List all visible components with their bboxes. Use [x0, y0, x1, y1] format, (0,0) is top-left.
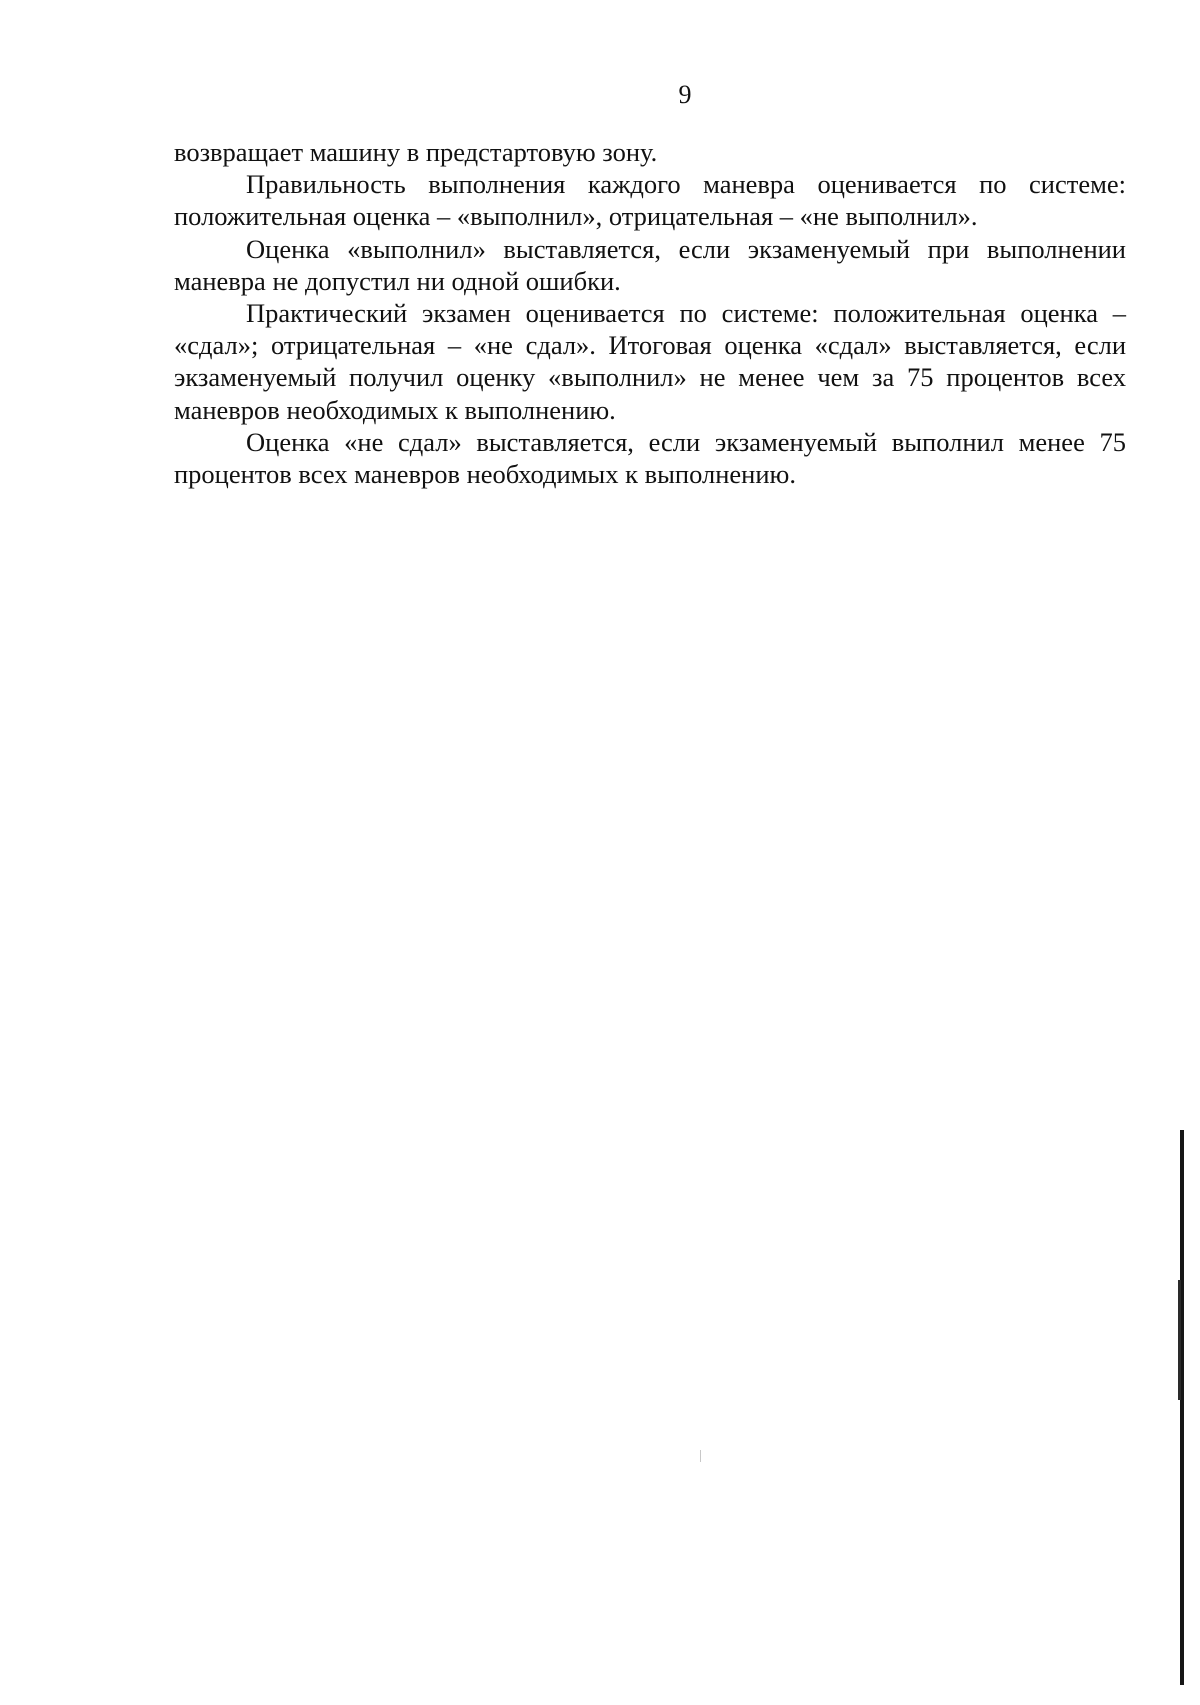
- scan-edge-line: [1180, 1130, 1184, 1685]
- paragraph-failed-criteria: Оценка «не сдал» выставляется, если экзаменуемый выполнил менее 75 процентов всех маневров необходимых к выполнению.: [174, 426, 1126, 490]
- paragraph-practical-exam: Практический экзамен оценивается по системе: положительная оценка – «сдал»; отрицательная – «не сдал». Итоговая оценка «сдал» выставляется, если экзаменуемый получил оценку «выполнил» не менее чем за 75 процентов всех маневров необходимых к выполнению.: [174, 298, 1126, 425]
- paragraph-passed-criteria: Оценка «выполнил» выставляется, если экзаменуемый при выполнении маневра не допустил ни одной ошибки.: [174, 233, 1126, 296]
- paragraph-continuation: возвращает машину в предстартовую зону.: [174, 137, 658, 167]
- page-number: 9: [678, 80, 692, 109]
- scan-artifact: [700, 1450, 701, 1462]
- paragraph-evaluation-system: Правильность выполнения каждого маневра оценивается по системе: положительная оценка – «выполнил», отрицательная – «не выполнил».: [174, 169, 1126, 232]
- document-body: [174, 136, 1126, 490]
